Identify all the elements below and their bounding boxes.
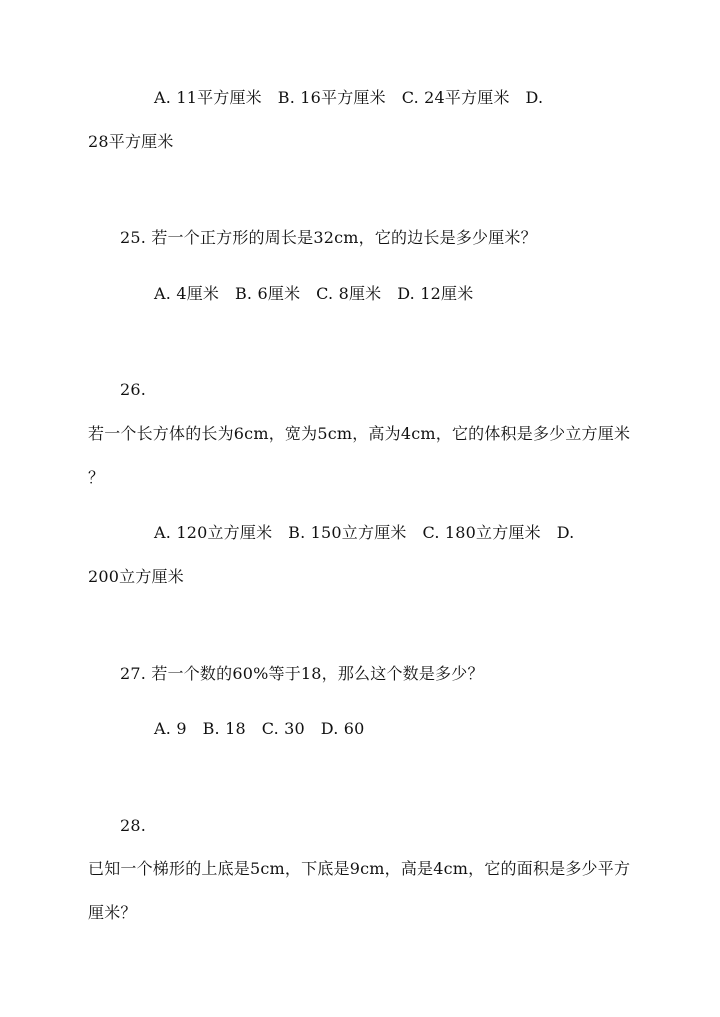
q26-stem: 若一个长方体的长为6cm，宽为5cm，高为4cm，它的体积是多少立方厘米 — [88, 424, 631, 443]
q25-options: A. 4厘米 B. 6厘米 C. 8厘米 D. 12厘米 — [154, 284, 474, 303]
q27-options: A. 9 B. 18 C. 30 D. 60 — [154, 719, 365, 738]
q26-number: 26. — [120, 380, 147, 399]
q24-options-continued: 28平方厘米 — [88, 132, 174, 151]
q28-stem: 已知一个梯形的上底是5cm，下底是9cm，高是4cm，它的面积是多少平方 — [88, 859, 631, 878]
q28-stem-continued: 厘米？ — [88, 903, 137, 922]
q27-stem: 27. 若一个数的60%等于18，那么这个数是多少？ — [120, 664, 484, 683]
q26-options: A. 120立方厘米 B. 150立方厘米 C. 180立方厘米 D. — [154, 523, 575, 542]
q24-options: A. 11平方厘米 B. 16平方厘米 C. 24平方厘米 D. — [154, 88, 544, 107]
q25-stem: 25. 若一个正方形的周长是32cm，它的边长是多少厘米？ — [120, 228, 537, 247]
q28-number: 28. — [120, 816, 147, 835]
q26-options-continued: 200立方厘米 — [88, 567, 184, 586]
q26-stem-continued: ？ — [88, 468, 105, 487]
